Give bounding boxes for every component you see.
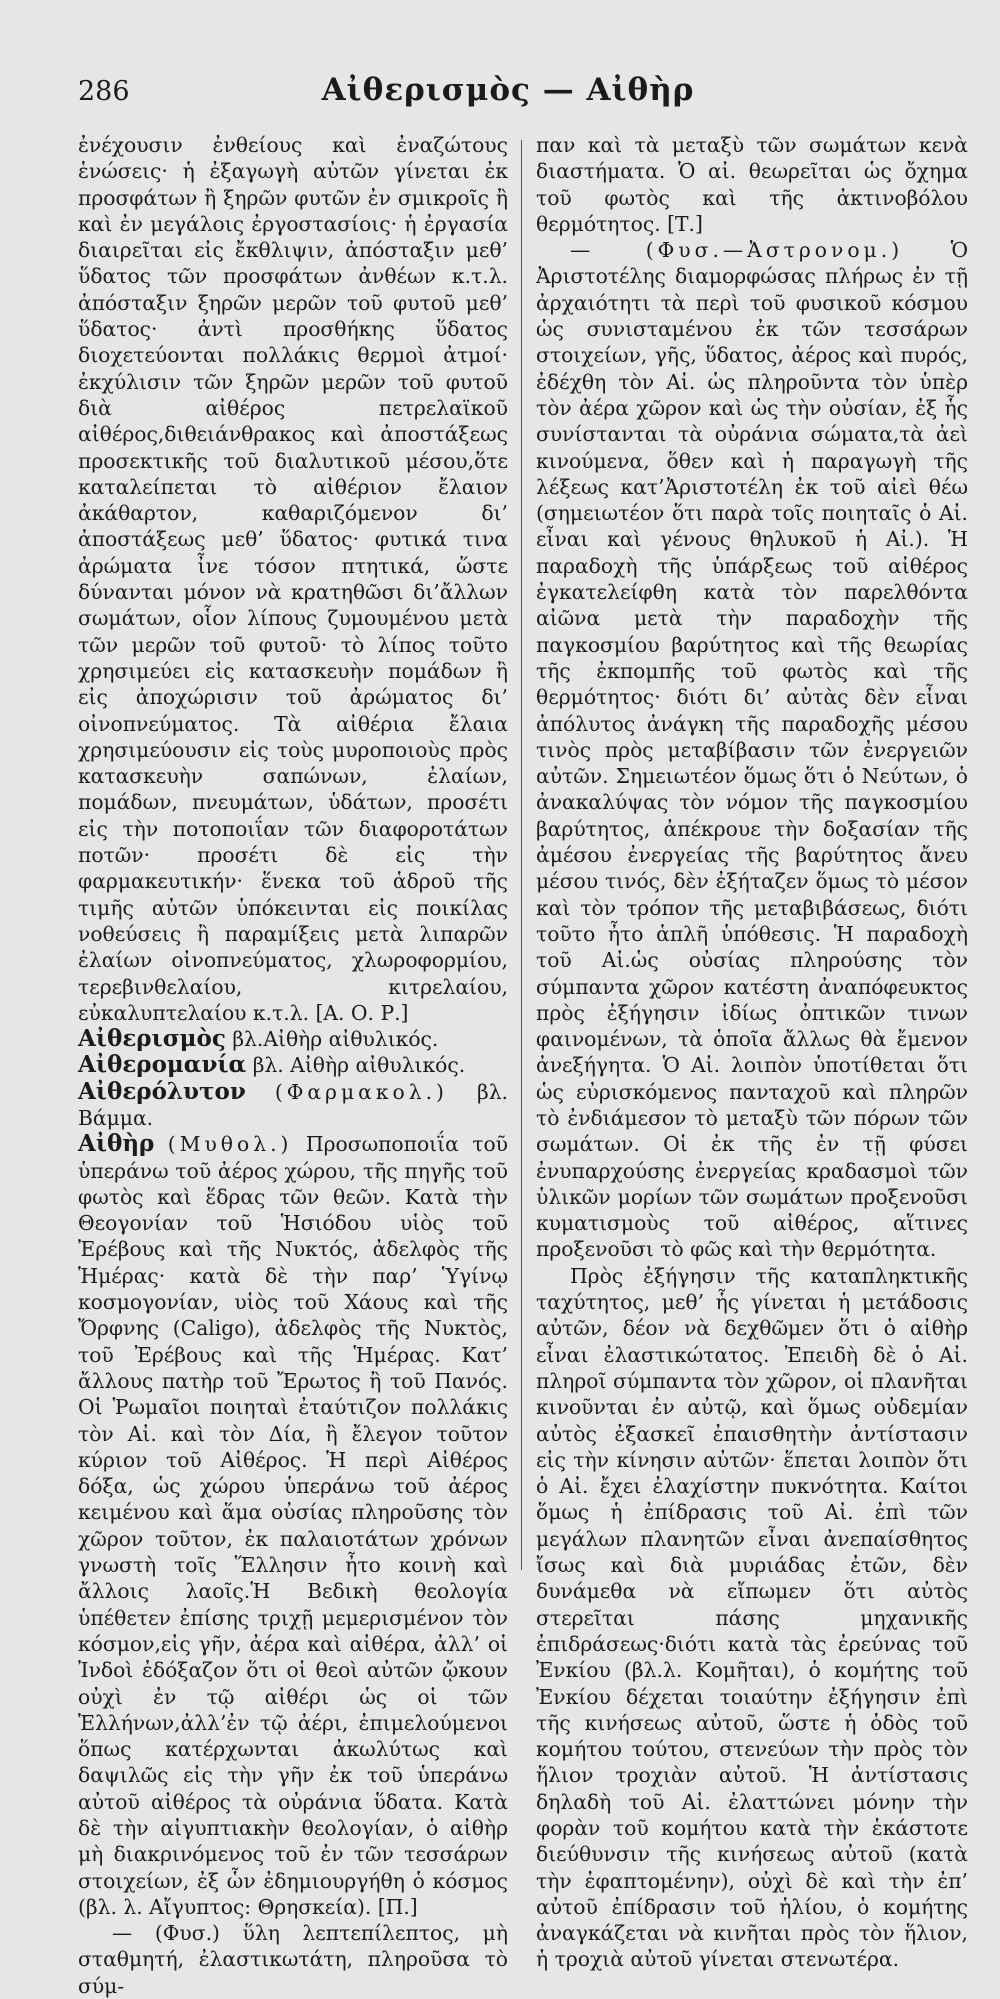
entry-label: (Φαρμακολ.) xyxy=(274,1079,448,1104)
entry-label: — (Φυσ.—Ἀστρονομ.) xyxy=(570,238,904,263)
entry-headword: Αἰθερομανία xyxy=(78,1051,247,1079)
page-number: 286 xyxy=(78,76,130,107)
entry-aither xyxy=(78,1131,508,1920)
entry-label: — (Φυσ.) xyxy=(112,1921,220,1946)
entry-headword: Αἰθερισμὸς xyxy=(78,1025,226,1053)
paragraph: ἐνέχουσιν ἐνθείους καὶ ἐναζώτους ἑνώσεις· ἡ ἐξαγωγὴ αὐτῶν γίνεται ἐκ προσφάτων ἢ ξηρῶν φυτῶν ἐν σμικροῖς ἢ καὶ ἐν μεγάλοις ἐργοστασίοις· ἡ ἐργασία διαιρεῖται εἰς ἔκθλιψιν, ἀπόσταξιν μεθ’ ὕδατος τῶν προσφάτων ἀνθέων κ.τ.λ. ἀπόσταξιν ξηρῶν μερῶν τοῦ φυτοῦ μεθ’ ὕδατος· ἀντὶ προσθήκης ὕδατος διοχετεύονται πολλάκις θερμοὶ ἀτμοί· ἐκχύλισιν τῶν ξηρῶν μερῶν τοῦ φυτοῦ διὰ αἰθέρος πετρελαϊκοῦ αἰθέρος,διθειάνθρακος καὶ ἀποστάξεως προσεκτικῆς τοῦ διαλυτικοῦ μέσου,ὅτε καταλείπεται τὸ αἰθέριον ἔλαιον ἀκάθαρτον, καθαριζόμενον δι’ ἀποστάξεως μεθ’ ὕδατος· φυτικά τινα ἀρώματα ἶνε τόσον πτητικά, ὥστε δύνανται μόνον νὰ κρατηθῶσι δι’ἄλλων σωμάτων, οἷον λίπους ζυμουμένου μετὰ τῶν μερῶν τοῦ φυτοῦ· τὸ λίπος τοῦτο χρησιμεύει εἰς κατασκευὴν πομάδων ἢ εἰς ἀποχώρισιν τοῦ ἀρώματος δι’ οἰνοπνεύματος. Τὰ αἰθέρια ἔλαια χρησιμεύουσιν εἰς τοὺς μυροποιοὺς πρὸς κατασκευὴν σαπώνων, ἐλαίων, πομάδων, πνευμάτων, ὑδάτων, προσέτι εἰς τὴν ποτοποιΐαν τῶν διαφοροτάτων ποτῶν· προσέτι δὲ εἰς τὴν φαρμακευτικήν· ἕνεκα τοῦ ἁδροῦ τῆς τιμῆς αὐτῶν ὑπόκεινται εἰς ποικίλας νοθεύσεις ἢ παραμίξεις μετὰ λιπαρῶν ἐλαίων οἰνοπνεύματος, χλωροφορμίου, τερεβινθελαίου, κιτρελαίου, εὐκαλυπτελαίου κ.τ.λ. [Α. Ο. Ρ.] xyxy=(78,133,508,1025)
right-column xyxy=(536,132,968,1973)
entry-aitherolyton xyxy=(78,1079,508,1132)
entry-label: (Μυθολ.) xyxy=(167,1132,293,1157)
left-column xyxy=(78,132,508,1999)
entry-headword: Αἰθερόλυτον xyxy=(78,1077,246,1105)
entry-text: βλ. Αἰθὴρ αἰθυλικός. xyxy=(246,1053,466,1078)
entry-text: Ὁ Ἀριστοτέλης διαμορφώσας πλήρως ἐν τῇ ἀρχαιότητι τὰ περὶ τοῦ φυσικοῦ κόσμου ὡς συνισταμένου ἐκ τῶν τεσσάρων στοιχείων, γῆς, ὕδατος, ἀέρος καὶ πυρός, ἐδέχθη τὸν Αἰ. ὡς πληροῦντα τὸν ὑπὲρ τὸν ἀέρα χῶρον καὶ ὡς τὴν οὐσίαν, ἐξ ἧς συνίστανται τὰ οὐράνια σώματα,τὰ ἀεὶ κινούμενα, ὅθεν καὶ ἡ παραγωγὴ τῆς λέξεως κατ’Ἀριστοτέλη ἐκ τοῦ αἰεὶ θέω (σημειωτέον ὅτι παρὰ τοῖς ποιηταῖς ὁ Αἰ. εἶναι καὶ γένους θηλυκοῦ ἡ Αἰ.). Ἡ παραδοχὴ τῆς ὑπάρξεως τοῦ αἰθέρος ἐγκατελείφθη κατὰ τὸν παρελθόντα αἰῶνα μετὰ τὴν παραδοχὴν τῆς παγκοσμίου βαρύτητος καὶ τῆς θεωρίας τῆς ἐκπομπῆς τοῦ φωτὸς καὶ τῆς θερμότητος· διότι δι’ αὐτὰς δὲν εἶναι ἀπόλυτος ἀνάγκη τῆς παραδοχῆς μέσου τινὸς πρὸς μεταβίβασιν τῶν ἐνεργειῶν αὐτῶν. Σημειωτέον ὅμως ὅτι ὁ Νεύτων, ὁ ἀνακαλύψας τὸν νόμον τῆς παγκοσμίου βαρύτητος, ἀπέκρουε τὴν δοξασίαν τῆς ἀμέσου ἐνεργείας τῆς βαρύτητος ἄνευ μέσου τινός, δὲν ἐξήταζεν ὅμως τὸ μέσον καὶ τὸν τρόπον τῆς μεταβιβάσεως, διότι τοῦτο ἦτο ἁπλῆ ὑπόθεσις. Ἡ παραδοχὴ τοῦ Αἰ.ὡς οὐσίας πληρούσης τὸν σύμπαντα χῶρον κατέστη ἀναπόφευκτος πρὸς ἐξήγησιν ἰδίως ὀπτικῶν τινων φαινομένων, τὰ ὁποῖα ἄλλως θὰ ἔμενον ἀνεξήγητα. Ὁ Αἰ. λοιπὸν ὑποτίθεται ὅτι ὡς εὐρισκόμενος πανταχοῦ καὶ πληρῶν τὸ ἐνδιάμεσον τὸ μεταξὺ τῶν πόρων τῶν σωμάτων. Οἱ ἐκ τῆς ἐν τῇ φύσει ἐνυπαρχούσης ἐνεργείας κραδασμοὶ τῶν ὑλικῶν μορίων τῶν σωμάτων προξενοῦσι κυματισμοὺς τοῦ αἰθέρος, αἵτινες προξενοῦσι τὸ φῶς καὶ τὴν θερμότητα. xyxy=(536,238,968,1262)
entry-text: βλ.Αἰθὴρ αἰθυλικός. xyxy=(225,1027,439,1052)
paragraph xyxy=(536,237,968,1263)
entry-headword: Αἰθὴρ xyxy=(78,1130,155,1158)
paragraph: Πρὸς ἐξήγησιν τῆς καταπληκτικῆς ταχύτητος, μεθ’ ἧς γίνεται ἡ μετάδοσις αὐτῶν, δέον νὰ δεχθῶμεν ὅτι ὁ αἰθὴρ εἶναι ἐλαστικώτατος. Ἐπειδὴ δὲ ὁ Αἰ. πληροῖ σύμπαντα τὸν χῶρον, οἱ πλανῆται κινοῦνται ἐν αὐτῷ, καὶ ὅμως οὐδεμίαν αὐτὸς ἐξασκεῖ ἐπαισθητὴν ἀντίστασιν εἰς τὴν κίνησιν αὐτῶν· ἕπεται λοιπὸν ὅτι ὁ Αἰ. ἔχει ἐλαχίστην πυκνότητα. Καίτοι ὅμως ἡ ἐπίδρασις τοῦ Αἰ. ἐπὶ τῶν μεγάλων πλανητῶν εἶναι ἀνεπαίσθητος ἴσως καὶ διὰ μυριάδας ἐτῶν, δὲν δυνάμεθα νὰ εἴπωμεν ὅτι αὐτὸς στερεῖται πάσης μηχανικῆς ἐπιδράσεως·διότι κατὰ τὰς ἐρεύνας τοῦ Ἐνκίου (βλ.λ. Κομῆται), ὁ κομήτης τοῦ Ἐνκίου δέχεται τοιαύτην ἐξήγησιν ἐπὶ τῆς κινήσεως αὐτοῦ, ὥστε ἡ ὁδὸς τοῦ κομήτου τούτου, στενεύων τὴν πρὸς τὸν ἥλιον τροχιὰν αὐτοῦ. Ἡ ἀντίστασις δηλαδὴ τοῦ Αἰ. ἐλαττώνει μόνην τὴν φορὰν τοῦ κομήτου κατὰ τὴν ἑκάστοτε διεύθυνσιν τῆς κινήσεως αὐτοῦ (κατὰ τὴν ἐφαπτομένην), οὐχὶ δὲ καὶ τὴν ἐπ’ αὐτοῦ ἐπίδρασιν τοῦ ἡλίου, ὁ κομήτης ἀναγκάζεται νὰ κινῆται πρὸς τὸν ἥλιον, ἡ τροχιὰ αὐτοῦ γίνεται στενωτέρα. xyxy=(536,1263,968,1972)
entry-aitherismos xyxy=(78,1026,508,1052)
running-head: Αἰθερισμὸς — Αἰθὴρ xyxy=(321,72,695,108)
entry-aitheromania xyxy=(78,1052,508,1078)
page-header xyxy=(78,72,938,112)
entry-text: βλ. Βάμμα. xyxy=(78,1079,508,1130)
column-divider xyxy=(521,140,522,1570)
paragraph: παν καὶ τὰ μεταξὺ τῶν σωμάτων κενὰ διαστήματα. Ὁ αἰ. θεωρεῖται ὡς ὄχημα τοῦ φωτὸς καὶ τῆς ἀκτινοβόλου θερμότητος. [Τ.] xyxy=(536,133,968,236)
entry-text: ὕλη λεπτεπίλεπτος, μὴ σταθμητή, ἐλαστικωτάτη, πληροῦσα τὸ σύμ- xyxy=(78,1921,508,1998)
entry-aither-physics xyxy=(78,1920,508,1999)
entry-text: Προσωποποιΐα τοῦ ὑπεράνω τοῦ ἀέρος χώρου, τῆς πηγῆς τοῦ φωτὸς καὶ ἕδρας τῶν θεῶν. Κατὰ τὴν Θεογονίαν τοῦ Ἡσιόδου υἱὸς τοῦ Ἐρέβους καὶ τῆς Νυκτός, ἀδελφὸς τῆς Ἡμέρας· κατὰ δὲ τὴν παρ’ Ὑγίνῳ κοσμογονίαν, υἱὸς τοῦ Χάους καὶ τῆς Ὄρφνης (Caligo), ἀδελφὸς τῆς Νυκτὸς, τοῦ Ἐρέβους καὶ τῆς Ἡμέρας. Κατ’ ἄλλους πατὴρ τοῦ Ἔρωτος ἢ τοῦ Πανός. Οἱ Ῥωμαῖοι ποιηταὶ ἐταύτιζον πολλάκις τὸν Αἰ. καὶ τὸν Δία, ἢ ἔλεγον τοῦτον κύριον τοῦ Αἰθέρος. Ἡ περὶ Αἰθέρος δόξα, ὡς χώρου ὑπεράνω τοῦ ἀέρος κειμένου καὶ ἅμα οὐσίας πληροῦσης τὸν χῶρον τοῦτον, ἐκ παλαιοτάτων χρόνων γνωστὴ τοῖς Ἕλλησιν ἦτο κοινὴ καὶ ἄλλοις λαοῖς.Ἡ Βεδικὴ θεολογία ὑπέθετεν ἐπίσης τριχῇ μεμερισμένον τὸν κόσμον,εἰς γῆν, ἀέρα καὶ αἰθέρα, ἀλλ’ οἱ Ἰνδοὶ ἐδόξαζον ὅτι οἱ θεοὶ αὐτῶν ᾤκουν οὐχὶ ἐν τῷ αἰθέρι ὡς οἱ τῶν Ἑλλήνων,ἀλλ’ἐν τῷ ἀέρι, ἐπιμελούμενοι ὅπως κατέρχωνται ἀκωλύτως καὶ δαψιλῶς εἰς τὴν γῆν ἐκ τοῦ ὑπεράνω αὐτοῦ αἰθέρος τὰ οὐράνια ὕδατα. Κατὰ δὲ τὴν αἰγυπτιακὴν θεολογίαν, ὁ αἰθὴρ μὴ διακρινόμενος τοῦ ἐν τῶν τεσσάρων στοιχείων, ἐξ ὧν ἐδημιουργήθη ὁ κόσμος (βλ. λ. Αἴγυπτος: Θρησκεία). [Π.] xyxy=(78,1132,508,1919)
